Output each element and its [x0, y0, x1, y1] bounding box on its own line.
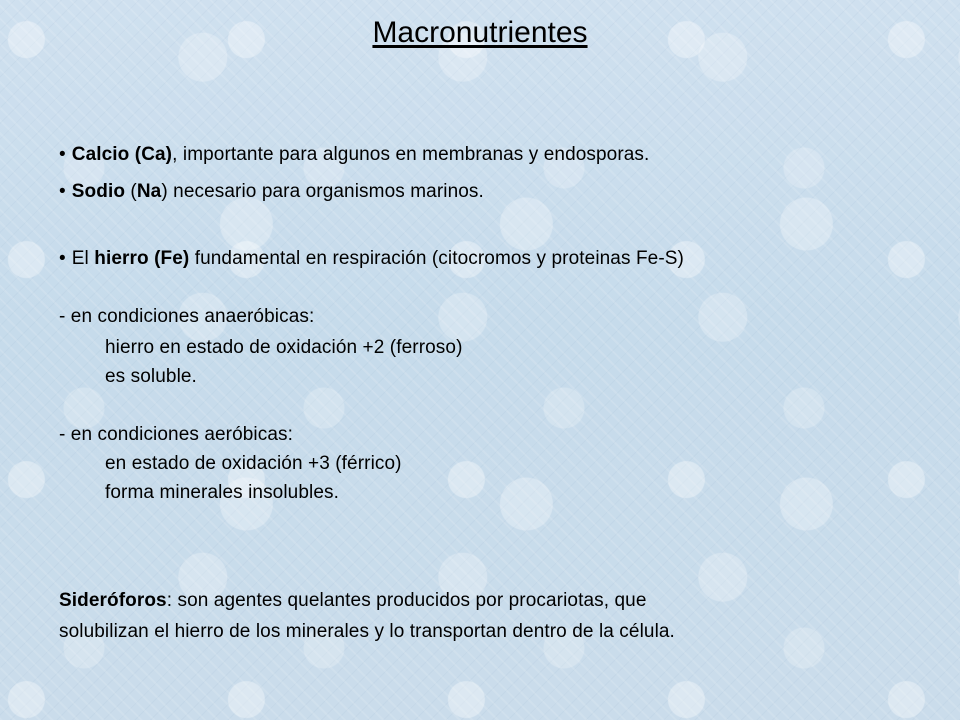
calcium-text: , importante para algunos en membranas y endosporas. [172, 144, 650, 165]
sodium-bullet [59, 180, 484, 204]
iron-text: fundamental en respiración (citocromos y proteinas Fe-S) [189, 248, 684, 269]
bullet-symbol: • [59, 248, 66, 269]
aerobic-heading: - en condiciones aeróbicas: [59, 424, 294, 445]
iron-bullet [59, 247, 684, 271]
siderophores-term: Sideróforos [59, 590, 167, 611]
aerobic-line-2: forma minerales insolubles. [105, 482, 339, 503]
sodium-open-paren: ( [125, 181, 137, 202]
anaerobic-heading: - en condiciones anaeróbicas: [59, 306, 315, 327]
calcium-name: Calcio (Ca) [71, 144, 173, 165]
anaerobic-line-1: hierro en estado de oxidación +2 (ferroso) [105, 337, 463, 358]
bullet-symbol: • [59, 144, 66, 165]
anaerobic-line-2: es soluble. [105, 366, 197, 387]
siderophores-text-line-1: : son agentes quelantes producidos por procariotas, que [166, 590, 647, 611]
page-title: Macronutrientes [372, 16, 588, 49]
aerobic-line-1: en estado de oxidación +3 (férrico) [105, 453, 402, 474]
sodium-name: Sodio [71, 181, 126, 202]
sodium-symbol: Na [136, 181, 162, 202]
siderophores-line-1 [59, 589, 647, 613]
iron-name: hierro (Fe) [94, 248, 190, 269]
iron-prefix: El [71, 248, 95, 269]
calcium-bullet [59, 143, 649, 167]
siderophores-line-2: solubilizan el hierro de los minerales y lo transportan dentro de la célula. [59, 621, 675, 642]
bullet-symbol: • [59, 181, 66, 202]
sodium-text: ) necesario para organismos marinos. [161, 181, 484, 202]
